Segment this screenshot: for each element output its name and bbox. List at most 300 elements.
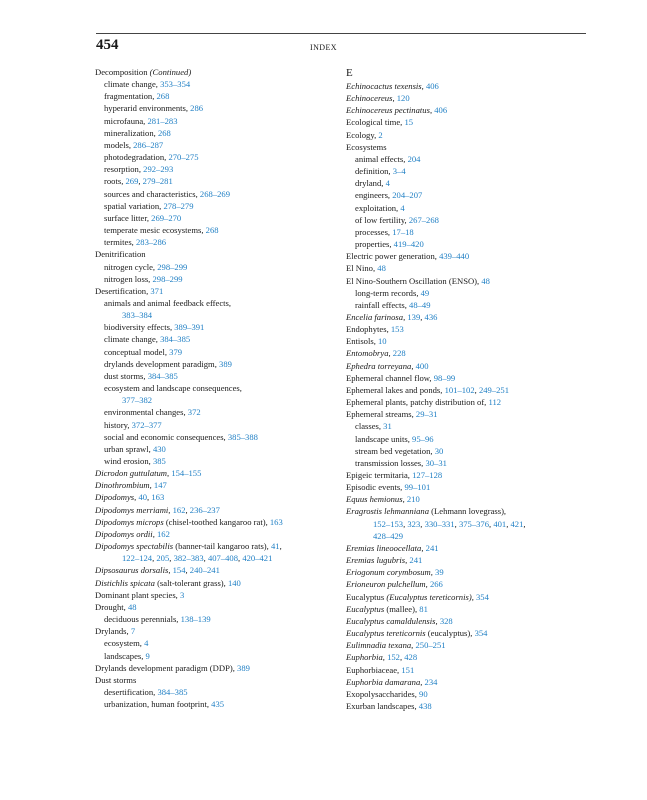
page-reference-link[interactable]: 236–237 xyxy=(189,504,220,515)
index-subentry xyxy=(95,188,347,200)
index-term: wind erosion, xyxy=(104,456,153,466)
index-entry xyxy=(346,664,591,676)
index-term: , xyxy=(405,555,410,566)
page-reference-link[interactable]: 154–155 xyxy=(171,468,202,479)
index-term: , xyxy=(411,640,416,651)
index-term-italic: Euphorbia damarana xyxy=(346,676,421,687)
index-term: Ecology, xyxy=(346,129,379,140)
page-reference-link[interactable]: 139 xyxy=(407,311,421,322)
index-term: processes, xyxy=(355,226,393,237)
index-subentry xyxy=(346,457,591,469)
index-subentry xyxy=(95,273,347,285)
index-entry xyxy=(95,66,347,78)
index-term: , xyxy=(420,311,425,322)
page-reference-link[interactable]: 278–279 xyxy=(163,200,194,211)
index-term: mineralization, xyxy=(104,127,158,138)
page-reference-link[interactable]: 234 xyxy=(424,676,438,687)
index-subentry xyxy=(346,153,591,165)
index-term: hyperarid environments, xyxy=(104,103,191,114)
index-entry xyxy=(346,323,591,335)
index-term-italic: Entomobrya xyxy=(346,348,389,359)
index-term: , xyxy=(425,579,430,590)
index-term: , xyxy=(134,492,139,503)
index-term: , xyxy=(168,565,173,576)
page-reference-link[interactable]: 90 xyxy=(419,688,428,699)
index-term: ecosystem, xyxy=(104,638,145,649)
index-entry xyxy=(346,493,591,505)
index-term: , xyxy=(429,105,435,116)
index-term: Ephemeral channel flow, xyxy=(346,372,434,383)
index-term-italic: Dicrodon guttulatum xyxy=(95,468,168,479)
index-term-italic: Encelia farinosa xyxy=(346,311,404,322)
index-term: Dominant plant species, xyxy=(95,589,180,600)
index-entry xyxy=(346,542,591,554)
page-reference-link[interactable]: 389–391 xyxy=(174,322,205,333)
page-reference-link[interactable]: 407–408 xyxy=(207,553,239,564)
index-term: , xyxy=(471,591,476,602)
index-subentry xyxy=(346,189,591,201)
index-subentry xyxy=(95,698,347,710)
index-term: Dust storms xyxy=(95,674,137,685)
page-reference-link[interactable]: 384–385 xyxy=(157,686,188,697)
index-term: (Lehmann lovegrass), xyxy=(429,506,507,517)
index-subentry xyxy=(95,637,347,649)
page-reference-link[interactable]: 152–153 xyxy=(373,518,404,529)
index-term: , xyxy=(489,518,494,529)
index-term: urbanization, human footprint, xyxy=(104,699,212,710)
page-reference-link[interactable]: 377–382 xyxy=(122,395,153,406)
index-subentry xyxy=(95,163,347,175)
index-entry xyxy=(346,639,591,651)
page-reference-link[interactable]: 267–268 xyxy=(408,214,439,225)
index-entry xyxy=(95,504,347,516)
index-subentry xyxy=(95,431,347,443)
page-reference-link[interactable]: 438 xyxy=(418,700,432,711)
page-reference-link[interactable]: 153 xyxy=(390,324,404,335)
page-reference-link[interactable]: 382–383 xyxy=(173,553,204,564)
index-term: rainfall effects, xyxy=(355,299,410,310)
index-entry xyxy=(346,469,591,481)
page-reference-link[interactable]: 81 xyxy=(419,603,428,614)
index-term: landscape units, xyxy=(355,433,413,444)
page-reference-link[interactable]: 268 xyxy=(205,225,219,236)
page-reference-link[interactable]: 17–18 xyxy=(392,226,414,237)
page-reference-link[interactable]: 269–270 xyxy=(151,212,182,223)
index-term: , xyxy=(474,384,479,395)
index-entry xyxy=(346,566,591,578)
index-term: exploitation, xyxy=(355,202,401,213)
index-subentry xyxy=(346,214,591,226)
page-reference-link[interactable]: 240–241 xyxy=(189,565,220,576)
page-reference-link[interactable]: 205 xyxy=(156,553,170,564)
page-reference-link[interactable]: 101–102 xyxy=(444,384,475,395)
index-term-italic: Dipodomys merriami xyxy=(95,504,169,515)
page-reference-link[interactable]: 384–385 xyxy=(147,370,178,381)
page-reference-link[interactable]: 4 xyxy=(144,638,149,649)
index-term: urban sprawl, xyxy=(104,443,153,454)
page-reference-link[interactable]: 204 xyxy=(407,153,421,164)
index-term: roots, xyxy=(104,176,126,187)
index-term-italic: Echinocereus pectinatus xyxy=(346,105,430,116)
index-entry xyxy=(346,481,591,493)
index-entry xyxy=(346,554,591,566)
page-reference-link[interactable]: 406 xyxy=(425,81,439,91)
page-reference-link[interactable]: 401 xyxy=(493,518,507,529)
page-reference-link[interactable]: 298–299 xyxy=(157,261,188,272)
index-entry xyxy=(95,577,347,589)
page-reference-link[interactable]: 30–31 xyxy=(425,457,447,468)
index-subentry xyxy=(95,297,347,309)
page-reference-link[interactable]: 120 xyxy=(396,93,410,104)
index-entry xyxy=(95,528,347,540)
index-term: , xyxy=(420,518,425,529)
page-reference-link[interactable]: 371 xyxy=(150,285,164,296)
page-reference-link[interactable]: 249–251 xyxy=(478,384,510,395)
page-reference-link[interactable]: 10 xyxy=(378,336,387,347)
page-reference-link[interactable]: 3 xyxy=(179,589,185,600)
index-term-italic: Echinocereus xyxy=(346,93,393,104)
index-term: , xyxy=(399,652,405,663)
index-term: landscapes, xyxy=(104,650,146,661)
page-reference-link[interactable]: 353–354 xyxy=(160,79,191,90)
index-subentry xyxy=(95,90,347,102)
page-reference-link[interactable]: 127–128 xyxy=(412,470,443,480)
index-term: temperate mesic ecosystems, xyxy=(104,225,206,236)
index-entry xyxy=(346,591,591,603)
page-reference-link[interactable]: 48–49 xyxy=(409,299,431,310)
index-term: Drylands development paradigm (DDP), xyxy=(95,662,238,673)
index-term: social and economic consequences, xyxy=(104,431,228,442)
index-subentry xyxy=(95,212,347,224)
page-reference-link[interactable]: 428 xyxy=(404,652,418,663)
page-reference-link[interactable]: 281–283 xyxy=(147,115,178,126)
index-entry xyxy=(346,360,591,372)
index-term-italic: Echinocactus texensis xyxy=(346,81,422,91)
page-reference-link[interactable]: 163 xyxy=(269,516,283,527)
page-reference-link[interactable]: 98–99 xyxy=(433,372,456,383)
page-reference-link[interactable]: 31 xyxy=(383,421,392,432)
index-term: Denitrification xyxy=(95,249,146,260)
page-reference-link[interactable]: 241 xyxy=(409,555,423,566)
index-continuation xyxy=(346,518,591,530)
index-continuation xyxy=(95,309,347,321)
page-reference-link[interactable]: 138–139 xyxy=(180,614,211,625)
index-term: (mallee), xyxy=(384,603,420,614)
index-subentry xyxy=(95,224,347,236)
page-reference-link[interactable]: 48 xyxy=(127,601,137,612)
page-reference-link[interactable]: 2 xyxy=(378,129,383,140)
page-reference-link[interactable]: 421 xyxy=(510,518,524,529)
index-entry xyxy=(346,408,591,420)
page-reference-link[interactable]: 29–31 xyxy=(415,409,438,420)
index-term-italic: Eremias lineoocellata xyxy=(346,542,422,553)
index-term: , xyxy=(430,567,436,578)
index-term: Desertification, xyxy=(95,285,151,296)
index-entry xyxy=(346,116,591,128)
index-subentry xyxy=(95,358,347,370)
running-head: INDEX xyxy=(310,43,337,52)
index-term: Drylands, xyxy=(95,626,131,637)
page-reference-link[interactable]: 49 xyxy=(420,287,430,298)
index-term: , xyxy=(506,518,511,529)
page-reference-link[interactable]: 30 xyxy=(434,445,444,456)
page-reference-link[interactable]: 39 xyxy=(435,567,444,578)
index-subentry xyxy=(95,78,347,90)
index-term: , xyxy=(392,93,397,104)
page-reference-link[interactable]: 323 xyxy=(407,518,421,529)
index-term: engineers, xyxy=(355,190,393,201)
page-reference-link[interactable]: 7 xyxy=(130,626,136,637)
index-entry xyxy=(346,627,591,639)
index-term: Epigeic termitaria, xyxy=(346,470,413,480)
page-reference-link[interactable]: 162 xyxy=(157,528,170,539)
index-entry xyxy=(346,311,591,323)
index-term-italic: Eucalyptus camaldulensis xyxy=(346,615,436,626)
index-entry xyxy=(346,372,591,384)
index-term: classes, xyxy=(355,421,384,432)
page-reference-link[interactable]: 163 xyxy=(151,492,165,503)
index-term-italic: (Eucalyptus tereticornis) xyxy=(386,591,472,602)
index-entry xyxy=(346,92,591,104)
index-term: stream bed vegetation, xyxy=(355,445,435,456)
index-term-italic: Eulimnadia texana xyxy=(346,640,412,651)
page-reference-link[interactable]: 354 xyxy=(474,628,488,639)
index-subentry xyxy=(95,686,347,698)
page-reference-link[interactable]: 9 xyxy=(145,650,150,661)
page-reference-link[interactable]: 430 xyxy=(152,443,166,454)
page-reference-link[interactable]: 379 xyxy=(169,346,183,357)
page-reference-link[interactable]: 372 xyxy=(187,407,201,418)
index-term: sources and characteristics, xyxy=(104,188,200,199)
index-term: , xyxy=(138,176,143,187)
index-entry xyxy=(346,688,591,700)
page-reference-link[interactable]: 15 xyxy=(404,117,414,128)
page-reference-link[interactable]: 406 xyxy=(434,105,448,116)
index-subentry xyxy=(95,102,347,114)
page-reference-link[interactable]: 4 xyxy=(385,178,390,189)
page-reference-link[interactable]: 389 xyxy=(219,358,232,369)
page-reference-link[interactable]: 154 xyxy=(172,565,186,576)
index-term: , xyxy=(147,492,152,503)
page-reference-link[interactable]: 48 xyxy=(481,275,490,286)
index-subentry xyxy=(346,287,591,299)
page-reference-link[interactable]: 266 xyxy=(429,579,443,590)
page-reference-link[interactable]: 3–4 xyxy=(392,166,406,177)
index-entry xyxy=(95,467,347,479)
index-term: resorption, xyxy=(104,164,144,175)
index-subentry xyxy=(346,202,591,214)
page-reference-link[interactable]: 439–440 xyxy=(439,251,470,262)
page-reference-link[interactable]: 4 xyxy=(400,202,405,213)
page-reference-link[interactable]: 283–286 xyxy=(135,237,167,248)
page-reference-link[interactable]: 385–388 xyxy=(227,431,258,442)
index-subentry xyxy=(95,382,347,394)
page-reference-link[interactable]: 269 xyxy=(125,176,139,187)
index-continuation xyxy=(95,394,347,406)
page-reference-link[interactable]: 419–420 xyxy=(393,239,424,250)
index-term: climate change, xyxy=(104,334,161,345)
index-term: Electric power generation, xyxy=(346,251,440,262)
index-term-italic: Euphorbia xyxy=(346,652,383,663)
index-term: , xyxy=(403,311,408,322)
page-reference-link[interactable]: 435 xyxy=(211,699,225,710)
index-term: Ecological time, xyxy=(346,117,405,128)
page-reference-link[interactable]: 48 xyxy=(377,263,386,274)
index-subentry xyxy=(95,321,347,333)
page-reference-link[interactable]: 286–287 xyxy=(133,139,164,150)
index-term: (salt-tolerant grass), xyxy=(154,577,228,588)
page-reference-link[interactable]: 354 xyxy=(476,591,489,602)
index-entry xyxy=(95,601,347,613)
page-reference-link[interactable]: 270–275 xyxy=(168,152,199,163)
index-term: Exurban landscapes, xyxy=(346,700,419,711)
page-reference-link[interactable]: 250–251 xyxy=(415,640,446,651)
page-reference-link[interactable]: 41 xyxy=(270,541,280,552)
section-letter: E xyxy=(346,67,353,79)
index-term: dryland, xyxy=(355,178,386,189)
page-reference-link[interactable]: 241 xyxy=(425,542,439,553)
header-rule xyxy=(96,33,586,34)
page-reference-link[interactable]: 151 xyxy=(401,664,415,675)
page-reference-link[interactable]: 204–207 xyxy=(392,190,423,201)
page-reference-link[interactable]: 385 xyxy=(152,456,166,466)
index-term: animals and animal feedback effects, xyxy=(104,297,232,308)
index-term-italic: Dipodomys xyxy=(95,492,135,503)
index-term-italic: Eriogonum corymbosum xyxy=(346,567,431,578)
index-entry xyxy=(95,589,347,601)
index-term-italic: Eragrostis lehmanniana xyxy=(346,506,429,517)
page-reference-link[interactable]: 122–124 xyxy=(122,553,153,564)
index-entry xyxy=(346,603,591,615)
index-term: photodegradation, xyxy=(104,152,169,163)
index-entry xyxy=(346,250,591,262)
page-reference-link[interactable]: 95–96 xyxy=(412,433,434,444)
index-entry xyxy=(346,676,591,688)
index-term: , xyxy=(420,676,425,687)
index-subentry xyxy=(95,613,347,625)
page-reference-link[interactable]: 268 xyxy=(157,127,171,138)
page-number: 454 xyxy=(96,37,119,53)
index-subentry xyxy=(95,127,347,139)
index-term: Ephemeral plants, patchy distribution of, xyxy=(346,397,489,408)
index-term-italic: Ephedra torreyana xyxy=(346,360,412,371)
index-subentry xyxy=(346,299,591,311)
page-reference-link[interactable]: 147 xyxy=(153,480,167,491)
index-term: animal effects, xyxy=(355,153,408,164)
page-reference-link[interactable]: 298–299 xyxy=(152,273,183,284)
index-entry xyxy=(346,141,591,153)
index-entry xyxy=(95,248,347,260)
index-term: , xyxy=(185,504,190,515)
page-reference-link[interactable]: 292–293 xyxy=(143,164,174,175)
page-reference-link[interactable]: 372–377 xyxy=(131,419,162,430)
index-subentry xyxy=(95,175,347,187)
index-entry xyxy=(346,104,591,116)
index-term: Ephemeral streams, xyxy=(346,409,416,420)
index-term: Eucalyptus xyxy=(346,591,387,602)
index-subentry xyxy=(346,445,591,457)
index-entry xyxy=(346,275,591,287)
index-entry xyxy=(95,662,347,674)
index-entry xyxy=(346,396,591,408)
index-term-italic: Equus hemionus xyxy=(346,494,403,505)
index-subentry xyxy=(346,165,591,177)
index-term-italic: Eucalyptus tereticornis xyxy=(346,628,426,639)
page-reference-link[interactable]: 162 xyxy=(172,504,186,515)
page-reference-link[interactable]: 228 xyxy=(392,348,406,359)
index-term: , xyxy=(169,553,174,564)
index-entry xyxy=(346,505,591,517)
index-term: , xyxy=(421,542,426,553)
page-reference-link[interactable]: 383–384 xyxy=(122,310,153,321)
index-term: , xyxy=(168,504,173,515)
page-reference-link[interactable]: 384–385 xyxy=(160,334,191,345)
index-continuation xyxy=(346,530,591,542)
index-subentry xyxy=(95,261,347,273)
index-term: surface litter, xyxy=(104,212,152,223)
page-reference-link[interactable]: 428–429 xyxy=(373,530,404,541)
index-term: conceptual model, xyxy=(104,346,170,357)
index-term-italic: Dipodomys spectabilis xyxy=(95,541,174,552)
page-reference-link[interactable]: 99–101 xyxy=(404,482,431,493)
index-entry xyxy=(346,335,591,347)
page-reference-link[interactable]: 210 xyxy=(406,494,420,505)
index-subentry xyxy=(95,406,347,418)
page-reference-link[interactable]: 40 xyxy=(138,492,148,503)
index-term: spatial variation, xyxy=(104,200,164,211)
index-term: models, xyxy=(104,139,134,150)
index-entry xyxy=(346,578,591,590)
index-term: Drought, xyxy=(95,601,128,612)
index-term: nitrogen loss, xyxy=(104,273,153,284)
page-reference-link[interactable]: 420–421 xyxy=(242,553,273,564)
index-term: deciduous perennials, xyxy=(104,614,181,625)
index-entry xyxy=(95,516,347,528)
index-term: Episodic events, xyxy=(346,482,405,493)
index-term: , xyxy=(167,468,172,479)
index-term: of low fertility, xyxy=(355,214,409,225)
page-reference-link[interactable]: 436 xyxy=(424,311,438,322)
index-column-right xyxy=(346,66,591,712)
page-reference-link[interactable]: 268 xyxy=(156,91,170,102)
page-reference-link[interactable]: 389 xyxy=(237,662,250,673)
page-reference-link[interactable]: 375–376 xyxy=(458,518,490,529)
index-entry xyxy=(95,674,347,686)
page-reference-link[interactable]: 330–331 xyxy=(424,518,455,529)
index-entry xyxy=(95,625,347,637)
page-reference-link[interactable]: 140 xyxy=(227,577,241,588)
page-reference-link[interactable]: 279–281 xyxy=(142,176,173,187)
index-term: fragmentation, xyxy=(104,91,157,102)
index-term: Ecosystems xyxy=(346,141,387,152)
index-term: , xyxy=(203,553,208,564)
index-term: definition, xyxy=(355,166,393,177)
page-reference-link[interactable]: 152 xyxy=(387,652,400,663)
page-reference-link[interactable]: 112 xyxy=(488,397,502,408)
index-term: , xyxy=(421,81,426,91)
index-continuation xyxy=(95,552,347,564)
index-subentry xyxy=(346,177,591,189)
page-reference-link[interactable]: 268–269 xyxy=(199,188,230,199)
index-entry xyxy=(346,129,591,141)
index-subentry xyxy=(95,650,347,662)
page-reference-link[interactable]: 400 xyxy=(415,360,429,371)
index-term: , xyxy=(402,494,407,505)
index-term: history, xyxy=(104,419,132,430)
page-reference-link[interactable]: 328 xyxy=(439,615,453,626)
page-reference-link[interactable]: 286 xyxy=(190,103,204,114)
index-entry xyxy=(95,479,347,491)
